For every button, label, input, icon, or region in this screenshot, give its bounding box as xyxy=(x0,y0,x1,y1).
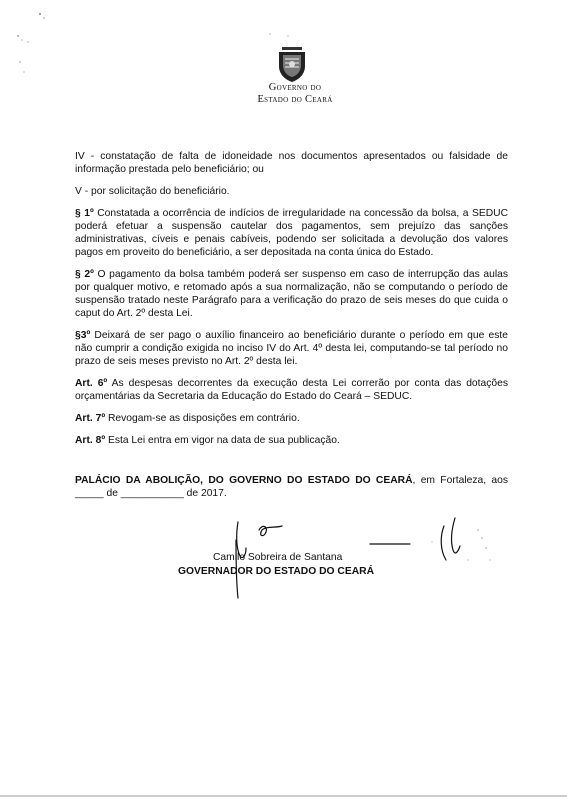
signatory-role: GOVERNADOR DO ESTADO DO CEARÁ xyxy=(178,566,375,577)
paragraph-2-lead: § 2º xyxy=(75,269,94,280)
paragraph-1-text: Constatada a ocorrência de indícios de irregularidade na concessão da bolsa, a SEDUC poderá efetuar a suspensão cautelar dos pagamentos, sem prejuízo das sanções administrativas, cíveis e penais cabíveis, podendo ser solicitada a devolução dos valores pagos em proveito do beneficiário, a ser depositada na conta única do Estado. xyxy=(75,208,509,258)
article-7-text: Revogam-se as disposições em contrário. xyxy=(105,413,300,424)
signatory-name: Camilo Sobreira de Santana xyxy=(213,552,343,563)
paragraph-2-text: O pagamento da bolsa também poderá ser suspenso em caso de interrupção das aulas por qualquer motivo, e retomado após a sua normalização, não se computando o período de suspensão tratado neste Parágrafo para a verificação do prazo de seis meses do que cuida o caput do Art. 2º desta Lei. xyxy=(75,269,508,319)
article-6-text: As despesas decorrentes da execução desta Lei correrão por conta das dotações orçamentárias da Secretaria da Educação do Estado do Ceará – SEDUC. xyxy=(75,378,509,402)
scan-edge-line xyxy=(0,795,567,797)
header-line-1: Governo do xyxy=(268,82,322,93)
header-line-2: Estado do Ceará xyxy=(257,94,333,105)
paragraph-3-lead: §3º xyxy=(75,330,91,341)
paragraph-1-lead: § 1º xyxy=(75,208,94,219)
article-8-text: Esta Lei entra em vigor na data de sua publicação. xyxy=(105,435,340,446)
item-v: V - por solicitação do beneficiário. xyxy=(75,186,230,197)
article-7-lead: Art. 7º xyxy=(75,413,106,424)
item-iv: IV - constatação de falta de idoneidade nos documentos apresentados ou falsidade de informação prestada pelo beneficiário; ou xyxy=(75,151,508,175)
closing-date: , em Fortaleza, aos _____ de ___________ de 2017. xyxy=(75,475,508,499)
article-6-lead: Art. 6º xyxy=(75,378,108,389)
closing-place: PALÁCIO DA ABOLIÇÃO, DO GOVERNO DO ESTADO DO CEARÁ xyxy=(75,475,413,486)
paragraph-3-text: Deixará de ser pago o auxílio financeiro ao beneficiário durante o período em que este não cumprir a condição exigida no inciso IV do Art. 4º desta lei, computando-se tal período no prazo de seis meses previsto no Art. 2º desta lei. xyxy=(75,330,508,367)
article-8-lead: Art. 8º xyxy=(75,435,106,446)
